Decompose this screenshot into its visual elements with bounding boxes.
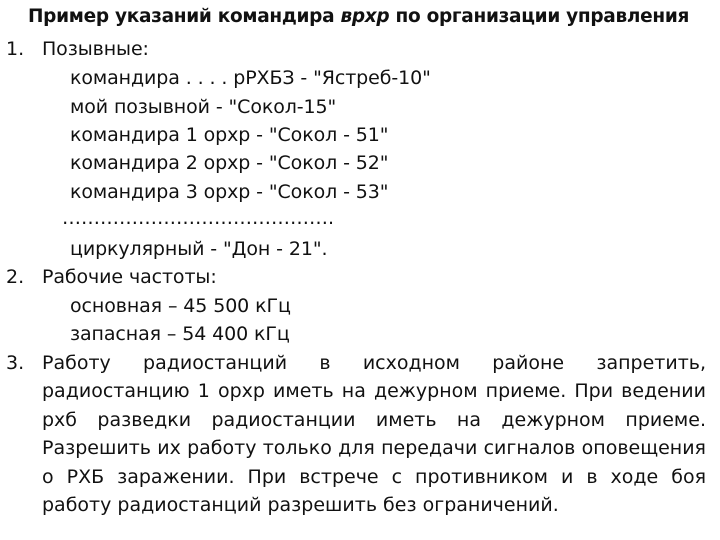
title-text-start: Пример указаний командира <box>28 6 341 27</box>
section-3-number: 3. <box>6 352 25 374</box>
section-1-number: 1. <box>6 38 25 60</box>
callsign-line: командира . . . . рРХБЗ - "Ястреб-10" <box>70 67 431 89</box>
callsign-line: циркулярный - "Дон - 21". <box>70 238 328 260</box>
title-text-italic: врхр <box>340 6 390 27</box>
page-title <box>28 6 718 27</box>
paragraph-line: о РХБ заражении. При встрече с противником и в ходе боя <box>42 466 706 488</box>
paragraph-line: Разрешить их работу только для передачи сигналов оповещения <box>42 437 706 459</box>
section-2-heading: Рабочие частоты: <box>42 266 217 288</box>
paragraph-line: рхб разведки радиостанции иметь на дежурном приеме. <box>42 409 706 431</box>
paragraph-line: Работу радиостанций в исходном районе запретить, <box>42 352 706 374</box>
frequency-line: запасная – 54 400 кГц <box>70 323 290 345</box>
callsign-line: мой позывной - "Сокол-15" <box>70 96 337 118</box>
frequency-line: основная – 45 500 кГц <box>70 295 291 317</box>
callsign-line: командира 1 орхр - "Сокол - 51" <box>70 124 389 146</box>
section-1-heading: Позывные: <box>42 38 149 60</box>
paragraph-line: радиостанцию 1 орхр иметь на дежурном приеме. При ведении <box>42 380 706 402</box>
title-text-end: по организации управления <box>389 6 690 27</box>
section-2-number: 2. <box>6 266 25 288</box>
callsign-line: командира 2 орхр - "Сокол - 52" <box>70 152 389 174</box>
paragraph-line: работу радиостанций разрешить без ограничений. <box>42 494 559 516</box>
callsign-line: командира 3 орхр - "Сокол - 53" <box>70 181 389 203</box>
ellipsis-line: ……………………………………. <box>62 207 335 229</box>
